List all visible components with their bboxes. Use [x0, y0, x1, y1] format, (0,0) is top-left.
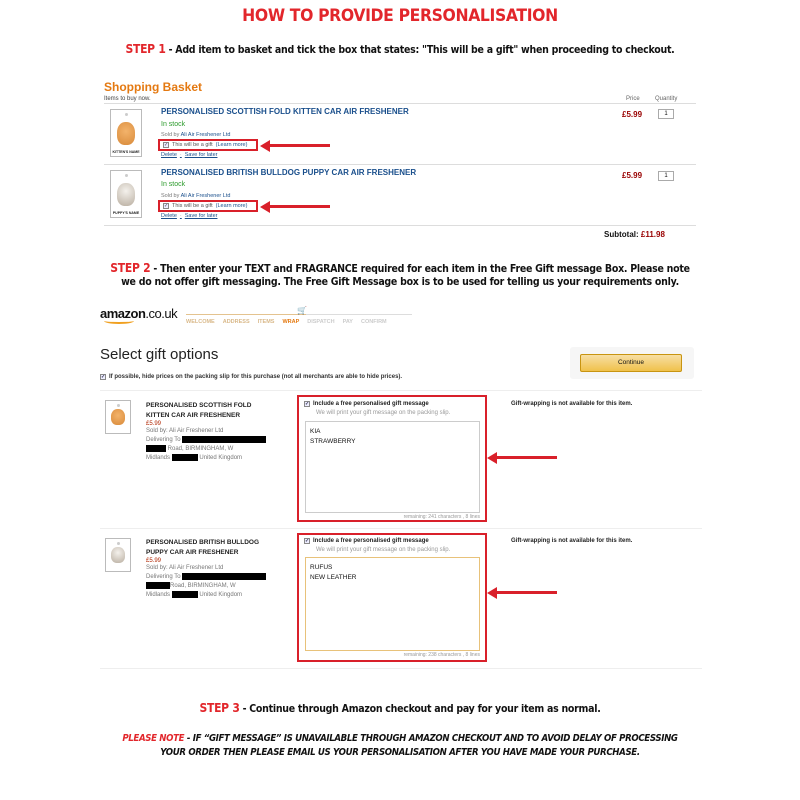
hanger-hole [125, 174, 128, 177]
please-note-line-1 [56, 732, 744, 746]
progress-step-pay: PAY [342, 319, 353, 325]
logo-suffix: .co.uk [145, 306, 178, 321]
subtotal-value: £11.98 [640, 230, 665, 239]
product-thumbnail-kitten[interactable] [110, 109, 142, 157]
redacted-block [182, 573, 266, 580]
basket-title: Shopping Basket [104, 80, 203, 94]
gift-label: This will be a gift [172, 142, 213, 148]
kitten-image [111, 409, 125, 425]
sold-by [161, 193, 230, 199]
basket-item-title[interactable]: PERSONALISED SCOTTISH FOLD KITTEN CAR AIR FRESHENER [161, 107, 409, 116]
step-3-text: - Continue through Amazon checkout and pay for your item as normal. [239, 703, 601, 715]
basket-item-title[interactable]: PERSONALISED BRITISH BULLDOG PUPPY CAR AIR FRESHENER [161, 168, 417, 177]
characters-remaining: remaining: 238 characters , 8 lines [403, 652, 480, 658]
gift-message-label: Include a free personalised gift message [313, 538, 429, 544]
hanger-hole [117, 404, 120, 407]
step-2-label: STEP 2 [110, 261, 151, 275]
delivery-address-line-3 [146, 454, 266, 463]
checkbox-checked-icon[interactable]: ✓ [164, 203, 169, 209]
please-note-line-2: YOUR ORDER THEN PLEASE EMAIL US YOUR PERSONALISATION AFTER YOU HAVE MADE YOUR PURCHASE. [160, 747, 640, 758]
item-price: £5.99 [622, 171, 643, 180]
seller-link[interactable]: Ali Air Freshener Ltd [180, 132, 231, 138]
address-country: United Kingdom [199, 455, 243, 462]
continue-button[interactable]: Continue [580, 354, 682, 372]
save-for-later-link[interactable]: Save for later [184, 152, 218, 158]
cart-icon: 🛒 [297, 306, 307, 315]
characters-remaining: remaining: 241 characters , 8 lines [403, 514, 480, 520]
gift-wrap-unavailable-note: Gift-wrapping is not available for this item. [511, 401, 633, 407]
address-region: Midlands [146, 592, 171, 599]
gift-message-option[interactable] [304, 538, 429, 544]
delete-link[interactable]: Delete [161, 152, 177, 158]
item-actions: Delete · Save for later [161, 213, 218, 219]
gift-item-title-line-2: PUPPY CAR AIR FRESHENER [146, 549, 239, 556]
quantity-column-header: Quantity [655, 96, 678, 102]
progress-step-address: ADDRESS [222, 319, 250, 325]
address-region: Midlands [146, 455, 171, 462]
gift-message-textarea[interactable]: RUFUS NEW LEATHER [305, 557, 480, 651]
hide-prices-label: If possible, hide prices on the packing slip for this purchase (not all merchants are able to hide prices). [109, 374, 403, 380]
logo-main: amazon [100, 306, 146, 321]
progress-step-items: ITEMS [257, 319, 275, 325]
progress-step-welcome: WELCOME [186, 319, 215, 325]
step-2-text-line-1: - Then enter your TEXT and FRAGRANCE required for each item in the Free Gift message Box. Please note [150, 263, 690, 275]
product-thumbnail-bulldog[interactable] [110, 170, 142, 218]
redacted-block [182, 436, 266, 443]
delivery-address-line-2 [146, 445, 266, 454]
step-1-instruction [40, 42, 760, 56]
delivery-address-line-3 [146, 591, 266, 600]
step-1-label: STEP 1 [125, 42, 166, 56]
hanger-hole [125, 113, 128, 116]
sold-by-prefix: Sold by [161, 132, 181, 138]
divider [100, 668, 702, 669]
gift-message-checkbox[interactable]: ✓ [305, 401, 310, 407]
gift-item-thumbnail-bulldog [105, 538, 131, 572]
select-gift-options-heading: Select gift options [100, 346, 219, 363]
kitten-image [117, 122, 135, 145]
item-actions: Delete · Save for later [161, 152, 218, 158]
step-1-text: - Add item to basket and tick the box that states: "This will be a gift" when proceeding to checkout. [165, 44, 675, 56]
stock-status: In stock [161, 181, 186, 188]
progress-track-done [186, 314, 306, 315]
seller-link[interactable]: Ali Air Freshener Ltd [180, 193, 231, 199]
page-title: HOW TO PROVIDE PERSONALISATION [242, 6, 558, 26]
redacted-block [146, 582, 170, 589]
please-note-text: - IF “GIFT MESSAGE” IS UNAVAILABLE THROUGH AMAZON CHECKOUT AND TO AVOID DELAY OF PROCESSING [184, 733, 678, 744]
redacted-block [172, 591, 198, 598]
price-column-header: Price [626, 96, 640, 102]
divider [104, 225, 696, 226]
quantity-input[interactable]: 1 [658, 109, 674, 119]
quantity-input[interactable]: 1 [658, 171, 674, 181]
delivery-address-line-1 [146, 436, 266, 445]
stock-status: In stock [161, 121, 186, 128]
subtotal-label: Subtotal: [604, 230, 641, 239]
delivery-address-line-2 [146, 582, 266, 591]
redacted-block [146, 445, 166, 452]
gift-item-details [146, 401, 266, 463]
delete-link[interactable]: Delete [161, 213, 177, 219]
subtotal [604, 230, 665, 239]
amazon-smile-icon [104, 318, 134, 324]
gift-label: This will be a gift [172, 203, 213, 209]
checkbox-checked-icon[interactable]: ✓ [164, 142, 169, 148]
bulldog-image [117, 183, 135, 206]
progress-track-remaining [306, 314, 412, 315]
progress-step-dispatch: DISPATCH [307, 319, 335, 325]
hide-prices-checkbox[interactable]: ✓ [101, 374, 106, 380]
address-country: United Kingdom [199, 592, 243, 599]
save-for-later-link[interactable]: Save for later [184, 213, 218, 219]
gift-message-textarea[interactable]: KIA STRAWBERRY [305, 421, 480, 513]
delivery-address-line-1 [146, 573, 266, 582]
address-text: Road, BIRMINGHAM, W [167, 446, 234, 453]
step-3-instruction [40, 701, 760, 715]
arrow-line [495, 456, 557, 459]
step-3-label: STEP 3 [199, 701, 240, 715]
divider [100, 390, 702, 391]
gift-item-price: £5.99 [146, 421, 162, 427]
hide-prices-option[interactable] [100, 374, 402, 380]
item-price: £5.99 [622, 110, 643, 119]
divider [104, 103, 696, 104]
address-text: Road, BIRMINGHAM, W [170, 583, 236, 590]
sold-by-prefix: Sold by [161, 193, 181, 199]
gift-message-hint: We will print your gift message on the packing slip. [316, 410, 451, 416]
step-2-text-line-2: we do not offer gift messaging. The Free Gift Message box is to be used for telling us your requirements only. [121, 276, 679, 288]
delivering-to-label: Delivering To [146, 437, 181, 444]
gift-item-details [146, 538, 266, 600]
gift-wrap-unavailable-note: Gift-wrapping is not available for this item. [511, 538, 633, 544]
gift-message-label: Include a free personalised gift message [313, 401, 429, 407]
gift-item-title-line-1: PERSONALISED BRITISH BULLDOG [146, 539, 260, 546]
gift-checkbox-row[interactable] [160, 141, 250, 149]
sold-by [161, 132, 230, 138]
delivering-to-label: Delivering To [146, 574, 181, 581]
arrow-line [495, 591, 557, 594]
gift-item-seller: Sold by: Ali Air Freshener Ltd [146, 565, 224, 571]
gift-message-hint: We will print your gift message on the packing slip. [316, 547, 451, 553]
progress-step-wrap: WRAP [282, 319, 300, 325]
checkout-progress [186, 319, 387, 325]
thumbnail-name-label: KITTEN'S NAME [112, 150, 140, 154]
gift-item-title-line-1: PERSONALISED SCOTTISH FOLD [146, 402, 252, 409]
arrow-line [268, 205, 330, 208]
please-note-label: PLEASE NOTE [122, 733, 185, 744]
learn-more-link[interactable]: (Learn more) [215, 203, 248, 209]
basket-subtitle: Items to buy now. [104, 96, 151, 102]
bulldog-image [111, 547, 125, 563]
divider [100, 528, 702, 529]
gift-item-thumbnail-kitten [105, 400, 131, 434]
learn-more-link[interactable]: (Learn more) [215, 142, 248, 148]
gift-item-title-line-2: KITTEN CAR AIR FRESHENER [146, 412, 241, 419]
divider [104, 164, 696, 165]
hanger-hole [117, 542, 120, 545]
gift-item-price: £5.99 [146, 558, 162, 564]
arrow-line [268, 144, 330, 147]
gift-message-option[interactable] [304, 401, 429, 407]
step-2-instruction [40, 261, 760, 275]
gift-checkbox-row[interactable] [160, 202, 250, 210]
gift-message-checkbox[interactable]: ✓ [305, 538, 310, 544]
progress-step-confirm: CONFIRM [360, 319, 387, 325]
gift-item-seller: Sold by: Ali Air Freshener Ltd [146, 428, 224, 434]
redacted-block [172, 454, 198, 461]
thumbnail-name-label: PUPPY'S NAME [112, 211, 140, 215]
